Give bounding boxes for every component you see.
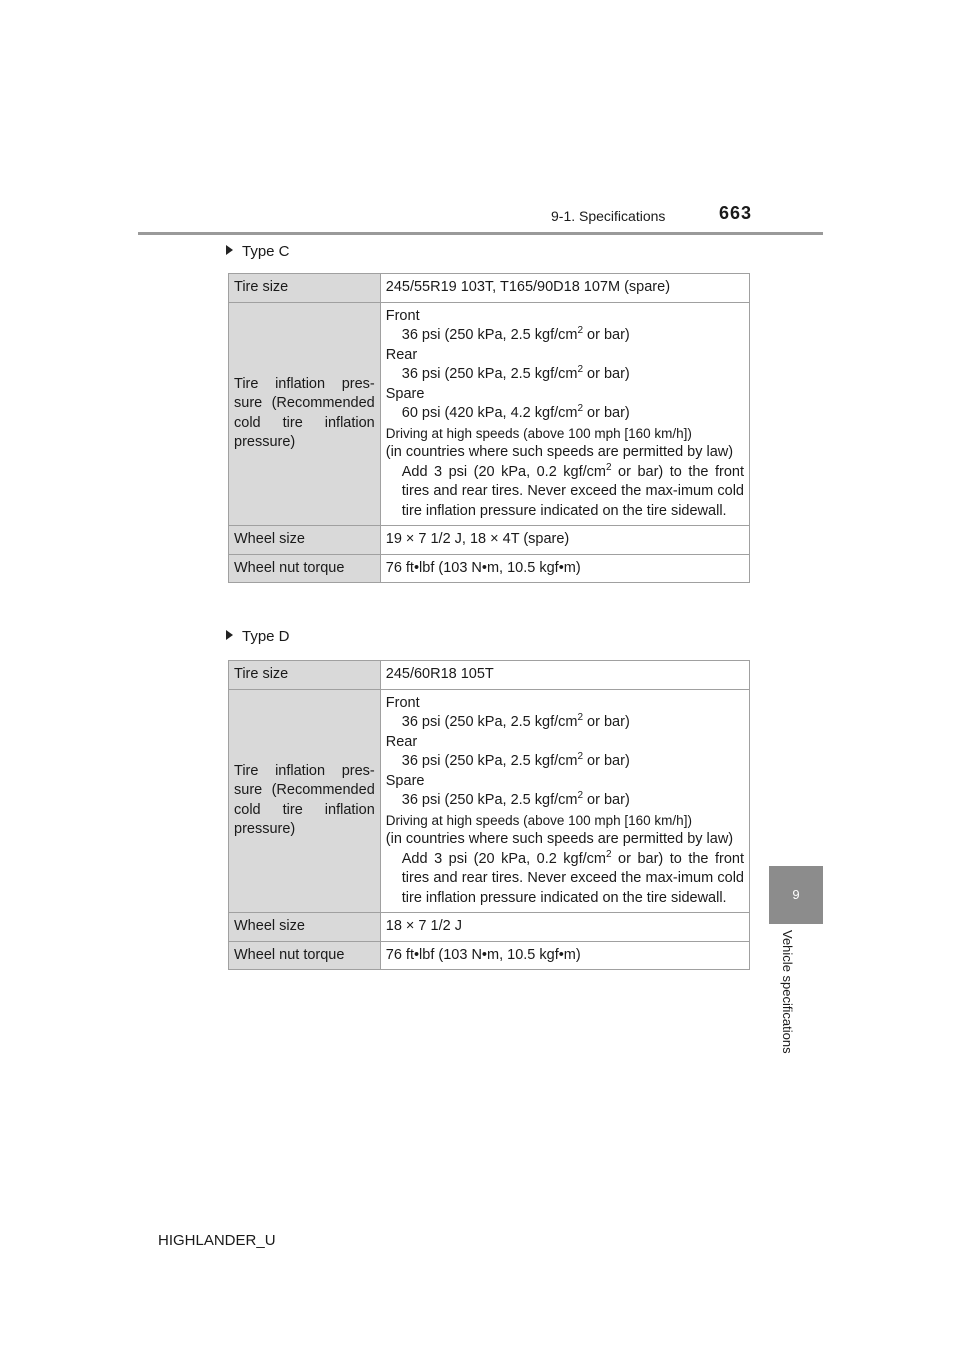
header-divider: [138, 232, 823, 235]
model-code: HIGHLANDER_U: [158, 1232, 276, 1249]
spare-label: Spare: [385, 385, 425, 402]
tire-size-value: 245/55R19 103T, T165/90D18 107M (spare): [380, 274, 749, 303]
front-pressure: 36 psi (250 kPa, 2.5 kgf/$cm^2$ or bar): [401, 325, 630, 343]
tire-size-value: 245/60R18 105T: [380, 661, 749, 690]
section-title: 9-1. Specifications: [551, 208, 666, 224]
front-label: Front: [385, 694, 420, 711]
type-c-spec-table: [228, 273, 750, 583]
type-c-heading: [226, 243, 290, 260]
rear-pressure: 36 psi (250 kPa, 2.5 kgf/$cm^2$ or bar): [401, 364, 630, 382]
table-row: [229, 274, 750, 303]
high-speed-note: Driving at high speeds (above 100 mph [160 km/h]): [385, 425, 692, 441]
torque-value: 76 ft•lbf (103 N•m, 10.5 kgf•m): [380, 554, 749, 583]
type-d-spec-table: [228, 660, 750, 970]
triangle-bullet-icon: [226, 630, 233, 640]
tire-size-label: Tire size: [229, 661, 381, 690]
front-label: Front: [385, 307, 420, 324]
table-row: [229, 526, 750, 555]
torque-value: 76 ft•lbf (103 N•m, 10.5 kgf•m): [380, 941, 749, 970]
spare-pressure: 60 psi (420 kPa, 4.2 kgf/$cm^2$ or bar): [401, 403, 630, 421]
page-number: 663: [719, 203, 753, 223]
table-row: [229, 941, 750, 970]
table-row: [229, 913, 750, 942]
wheel-size-label: Wheel size: [229, 913, 381, 942]
inflation-value: [380, 302, 749, 526]
tire-size-label: Tire size: [229, 274, 381, 303]
torque-label: Wheel nut torque: [229, 941, 381, 970]
inflation-label: Tire inflation pres-sure (Recommended cold tire inflation pressure): [229, 302, 381, 526]
high-speed-note: Driving at high speeds (above 100 mph [160 km/h]): [385, 812, 692, 828]
wheel-size-value: 18 × 7 1/2 J: [380, 913, 749, 942]
table-row: [229, 302, 750, 526]
spare-label: Spare: [385, 772, 425, 789]
chapter-tab: 9: [769, 866, 823, 924]
rear-label: Rear: [385, 346, 418, 363]
wheel-size-value: 19 × 7 1/2 J, 18 × 4T (spare): [380, 526, 749, 555]
high-speed-condition: (in countries where such speeds are permitted by law): [385, 444, 734, 460]
front-pressure: 36 psi (250 kPa, 2.5 kgf/$cm^2$ or bar): [401, 712, 630, 730]
chapter-label: Vehicle specifications: [780, 930, 795, 1054]
triangle-bullet-icon: [226, 245, 233, 255]
high-speed-condition: (in countries where such speeds are permitted by law): [385, 831, 734, 847]
table-row: [229, 689, 750, 913]
wheel-size-label: Wheel size: [229, 526, 381, 555]
torque-label: Wheel nut torque: [229, 554, 381, 583]
table-row: [229, 661, 750, 690]
type-c-heading-text: Type C: [242, 243, 290, 260]
type-d-heading: [226, 628, 290, 645]
inflation-value: [380, 689, 749, 913]
high-speed-instruction: Add 3 psi (20 kPa, 0.2 kgf/$cm^2$ or bar) to the front tires and rear tires. Never exceed the max-imum cold tire inflation pressure indicated on the tire sidewall.: [401, 848, 744, 906]
table-row: [229, 554, 750, 583]
rear-label: Rear: [385, 733, 418, 750]
high-speed-instruction: Add 3 psi (20 kPa, 0.2 kgf/$cm^2$ or bar) to the front tires and rear tires. Never exceed the max-imum cold tire inflation pressure indicated on the tire sidewall.: [401, 461, 744, 519]
type-d-heading-text: Type D: [242, 628, 290, 645]
spare-pressure: 36 psi (250 kPa, 2.5 kgf/$cm^2$ or bar): [401, 790, 630, 808]
inflation-label: Tire inflation pres-sure (Recommended cold tire inflation pressure): [229, 689, 381, 913]
rear-pressure: 36 psi (250 kPa, 2.5 kgf/$cm^2$ or bar): [401, 751, 630, 769]
